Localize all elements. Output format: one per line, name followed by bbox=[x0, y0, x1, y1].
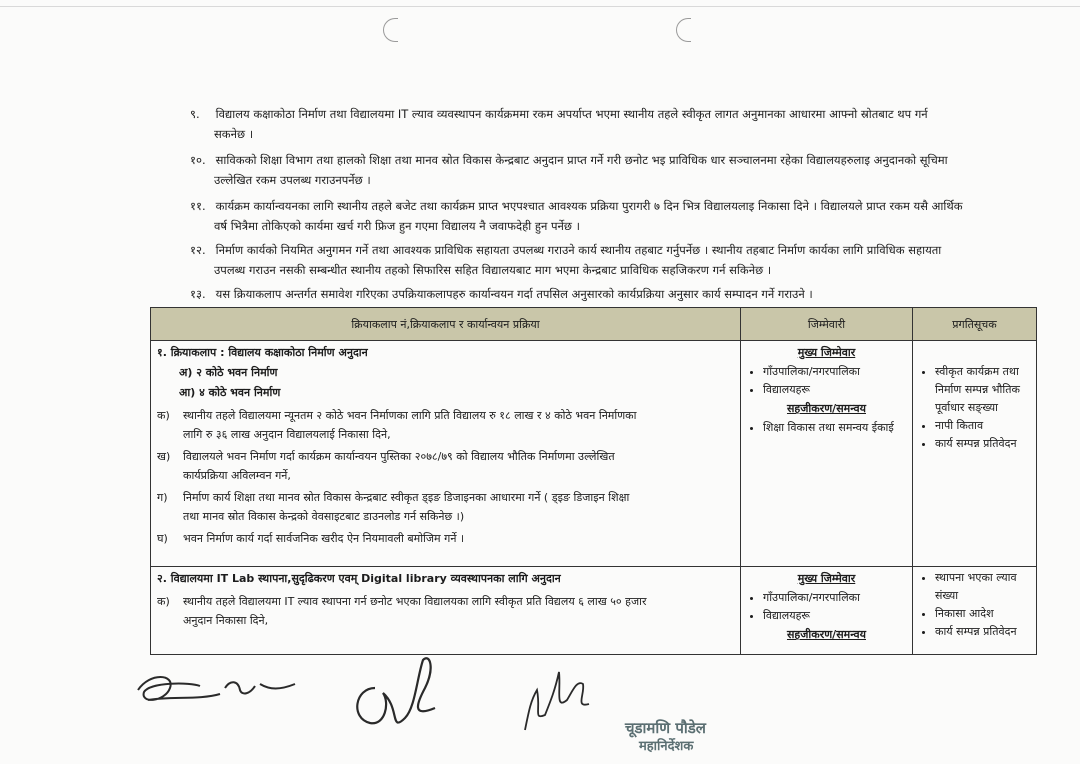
activity-table bbox=[150, 307, 1037, 655]
paragraph-number: १२. bbox=[190, 243, 206, 257]
paragraph-continuation: सकनेछ । bbox=[214, 127, 254, 141]
item-label: घ) bbox=[157, 532, 168, 545]
main-responsible-list bbox=[747, 589, 906, 625]
list-item: • कार्य सम्पन्न प्रतिवेदन bbox=[935, 435, 1030, 453]
list-item: • नापी किताव bbox=[935, 417, 1030, 435]
item-label: क) bbox=[157, 595, 170, 608]
list-item: • गाँउपालिका/नगरपालिका bbox=[763, 589, 906, 607]
item-label: ख) bbox=[157, 450, 171, 463]
main-responsible-list bbox=[747, 363, 906, 399]
signature-scribble-icon bbox=[515, 660, 595, 740]
list-item: • स्वीकृत कार्यक्रम तथा निर्माण सम्पन्न भौतिक पूर्वाधार सङ्ख्या bbox=[935, 363, 1030, 417]
header-responsibility: जिम्मेवारी bbox=[741, 308, 913, 341]
indicator-cell bbox=[913, 341, 1037, 567]
signatory-name: चूडामणि पौडेल bbox=[625, 719, 706, 737]
list-item: • कार्य सम्पन्न प्रतिवेदन bbox=[935, 623, 1030, 641]
item-text: भवन निर्माण कार्य गर्दा सार्वजनिक खरीद ऐन नियमावली बमोजिम गर्ने । bbox=[183, 532, 465, 545]
main-responsible-heading: मुख्य जिम्मेवार bbox=[797, 572, 856, 585]
paragraph-text: विद्यालय कक्षाकोठा निर्माण तथा विद्यालयमा IT ल्याव व्यवस्थापन कार्यक्रममा रकम अपर्याप्त भएमा स्थानीय तहले स्वीकृत लागत अनुमानका आधारमा आफ्नो स्रोतबाट थप गर्न bbox=[215, 107, 928, 121]
paragraph-number: १०. bbox=[190, 153, 206, 167]
punch-hole-right bbox=[676, 18, 691, 42]
item-text: विद्यालयले भवन निर्माण गर्दा कार्यक्रम कार्यान्वयन पुस्तिका २०७८/७९ को विद्यालय भौतिक निर्माणमा उल्लेखित bbox=[183, 450, 615, 463]
signatory-title: महानिर्देशक bbox=[639, 739, 694, 754]
procedure-item bbox=[157, 488, 734, 526]
signature-2 bbox=[345, 648, 445, 742]
table-header-row bbox=[151, 308, 1037, 341]
paragraph-13 bbox=[190, 284, 1020, 304]
signature-1 bbox=[130, 660, 300, 724]
item-label: ग) bbox=[157, 491, 168, 504]
header-indicator: प्रगतिसूचक bbox=[913, 308, 1037, 341]
table-row bbox=[151, 341, 1037, 567]
indicator-list bbox=[919, 569, 1030, 641]
paragraph-9 bbox=[190, 104, 1020, 144]
paragraph-number: ११. bbox=[190, 199, 206, 213]
item-label: क) bbox=[157, 409, 170, 422]
list-item: • शिक्षा विकास तथा समन्वय ईकाई bbox=[763, 419, 906, 437]
paragraph-10 bbox=[190, 150, 1020, 190]
activity-title: २. विद्यालयमा IT Lab स्थापना,सुदृढिकरण एवम् Digital library व्यवस्थापनका लागि अनुदान bbox=[157, 572, 561, 585]
paragraph-11 bbox=[190, 196, 1020, 236]
paragraph-text: कार्यक्रम कार्यान्वयनका लागि स्थानीय तहले बजेट तथा कार्यक्रम प्राप्त भएपश्चात आवश्यक प्रक्रिया पुरागरी ७ दिन भित्र विद्यालयलाइ निकासा दिने । विद्यालयले प्राप्त रकम यसै आर्थिक bbox=[215, 199, 963, 213]
item-continuation: अनुदान निकासा दिने, bbox=[183, 614, 269, 627]
signature-3 bbox=[515, 660, 595, 744]
signature-scribble-icon bbox=[130, 660, 300, 720]
signature-scribble-icon bbox=[345, 648, 445, 738]
procedure-item bbox=[157, 447, 734, 485]
paragraph-number: १३. bbox=[190, 287, 206, 301]
facilitation-heading: सहजीकरण/समन्वय bbox=[786, 628, 866, 641]
paragraph-text: निर्माण कार्यको नियमित अनुगमन गर्ने तथा आवश्यक प्राविधिक सहायता उपलब्ध गराउने कार्य स्थानीय तहबाट गर्नुपर्नेछ । स्थानीय तहबाट निर्माण कार्यका लागि प्राविधिक सहायता bbox=[215, 243, 942, 257]
indicator-cell bbox=[913, 567, 1037, 655]
table-row bbox=[151, 567, 1037, 655]
item-continuation: लागि रु ३६ लाख अनुदान विद्यालयलाई निकासा दिने, bbox=[183, 428, 391, 441]
procedure-item bbox=[157, 406, 734, 444]
sub-activity: अ) २ कोठे भवन निर्माण bbox=[179, 366, 278, 379]
activity-cell bbox=[151, 341, 741, 567]
list-item: • निकासा आदेश bbox=[935, 605, 1030, 623]
procedure-item bbox=[157, 529, 734, 548]
list-item: • विद्यालयहरू bbox=[763, 381, 906, 399]
paragraph-continuation: उल्लेखित रकम उपलब्ध गराउनपर्नेछ । bbox=[214, 173, 371, 187]
list-item: • स्थापना भएका ल्याव संख्या bbox=[935, 569, 1030, 605]
paragraph-12 bbox=[190, 240, 1020, 280]
punch-hole-left bbox=[383, 18, 398, 42]
sub-activity: आ) ४ कोठे भवन निर्माण bbox=[179, 386, 281, 399]
activity-cell bbox=[151, 567, 741, 655]
page-top-edge bbox=[0, 6, 1080, 7]
facilitation-list bbox=[747, 419, 906, 437]
responsibility-cell bbox=[741, 567, 913, 655]
header-activity: क्रियाकलाप नं,क्रियाकलाप र कार्यान्वयन प्रक्रिया bbox=[151, 308, 741, 341]
signatory-block bbox=[625, 718, 765, 756]
item-text: स्थानीय तहले विद्यालयमा न्यूनतम २ कोठे भवन निर्माणका लागि प्रति विद्यालय रु १८ लाख र ४ कोठे भवन निर्माणका bbox=[183, 409, 637, 422]
item-continuation: कार्यप्रक्रिया अविलम्वन गर्ने, bbox=[183, 469, 291, 482]
paragraph-continuation: उपलब्ध गराउन नसकी सम्बन्धीत स्थानीय तहको सिफारिस सहित विद्यालयबाट माग भएमा केन्द्रबाट प्राविधिक सहजिकरण गर्न सकिनेछ । bbox=[214, 263, 772, 277]
procedure-item bbox=[157, 592, 734, 630]
paragraph-number: ९. bbox=[190, 107, 200, 121]
main-responsible-heading: मुख्य जिम्मेवार bbox=[797, 346, 856, 359]
item-text: निर्माण कार्य शिक्षा तथा मानव स्रोत विकास केन्द्रबाट स्वीकृत ड्इङ डिजाइनका आधारमा गर्ने ( ड्इङ डिजाइन शिक्षा bbox=[183, 491, 630, 504]
responsibility-cell bbox=[741, 341, 913, 567]
facilitation-heading: सहजीकरण/समन्वय bbox=[786, 402, 866, 415]
item-text: स्थानीय तहले विद्यालयमा IT ल्याव स्थापना गर्न छनोट भएका विद्यालयका लागि स्वीकृत प्रति विद्यलय ६ लाख ५० हजार bbox=[183, 595, 647, 608]
paragraph-text: साविकको शिक्षा विभाग तथा हालको शिक्षा तथा मानव स्रोत विकास केन्द्रबाट अनुदान प्राप्त गर्ने गरी छनोट भइ प्राविधिक धार सञ्चालनमा रहेका विद्यालयहरुलाइ अनुदानको सूचिमा bbox=[215, 153, 948, 167]
paragraph-continuation: वर्ष भित्रैमा तोकिएको कार्यमा खर्च गरी फ्रिज हुन गएमा विद्यालय नै जवाफदेही हुन पर्नेछ । bbox=[214, 219, 580, 233]
item-continuation: तथा मानव स्रोत विकास केन्द्रको वेवसाइटबाट डाउनलोड गर्न सकिनेछ ।) bbox=[183, 510, 465, 523]
paragraph-text: यस क्रियाकलाप अन्तर्गत समावेश गरिएका उपक्रियाकलापहरु कार्यान्वयन गर्दा तपसिल अनुसारको कार्यप्रक्रिया अनुसार कार्य सम्पादन गर्ने गराउने । bbox=[215, 287, 813, 301]
list-item: • विद्यालयहरू bbox=[763, 607, 906, 625]
activity-title: १. क्रियाकलाप : विद्यालय कक्षाकोठा निर्माण अनुदान bbox=[157, 346, 368, 359]
list-item: • गाँउपालिका/नगरपालिका bbox=[763, 363, 906, 381]
indicator-list bbox=[919, 363, 1030, 453]
